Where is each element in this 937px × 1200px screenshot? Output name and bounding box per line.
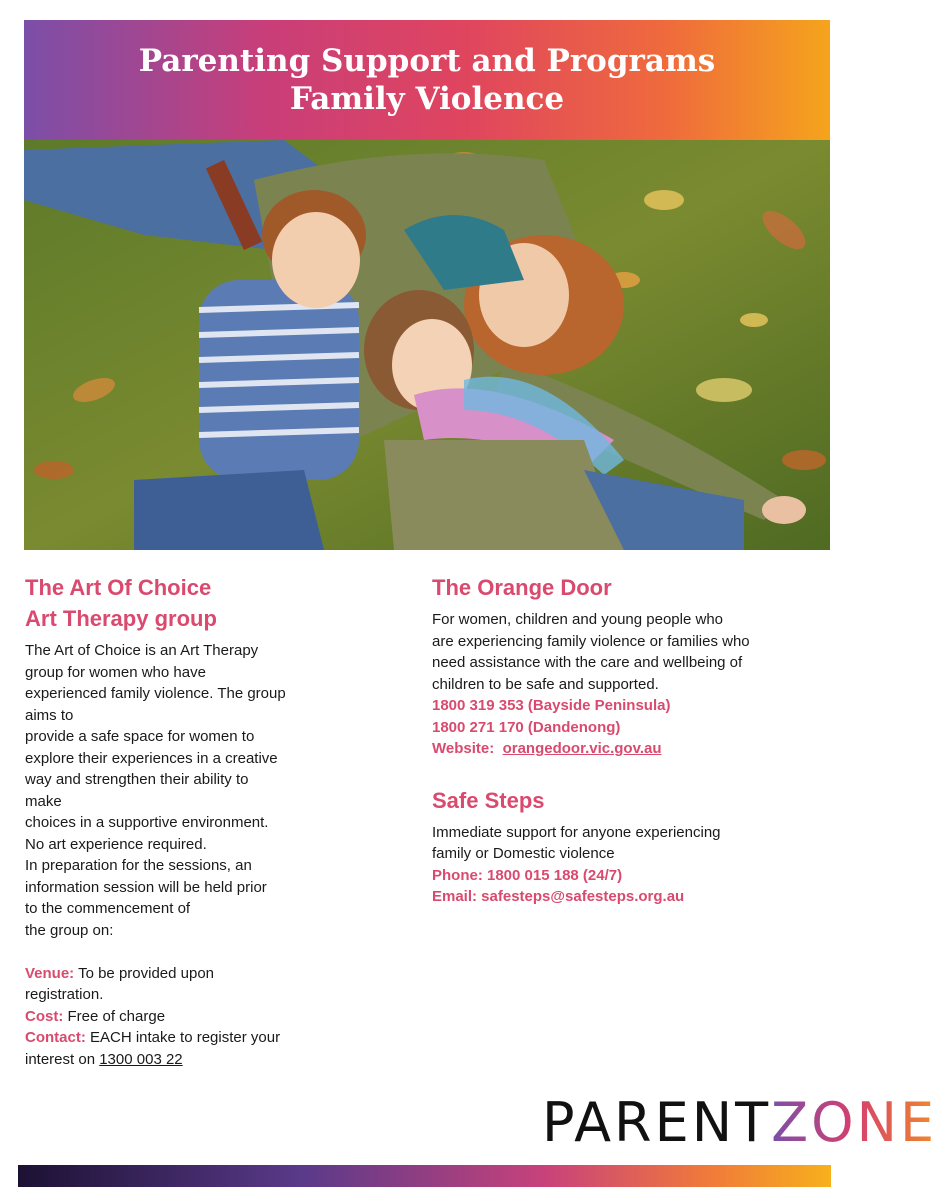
- contact-line: [25, 1027, 345, 1049]
- body-line: provide a safe space for women to: [25, 728, 255, 745]
- body-line: group for women who have: [25, 663, 206, 681]
- orange-door-website: [432, 738, 822, 760]
- body-line: children to be safe and supported.: [432, 675, 659, 693]
- orange-door-section: [432, 572, 822, 908]
- body-line: need assistance with the care and wellbeing of: [432, 654, 743, 671]
- venue-line: [25, 963, 345, 985]
- logo-parent-text: PARENT: [542, 1091, 772, 1154]
- body-line: to the commencement of: [25, 900, 191, 917]
- family-photo: [24, 140, 830, 550]
- page-title-line1: Parenting Support and Programs: [138, 43, 716, 79]
- contact-phone-link[interactable]: 1300 003 22: [99, 1050, 183, 1068]
- footer-gradient-bar: [18, 1165, 831, 1187]
- body-line: Immediate support for anyone experiencing: [432, 823, 721, 841]
- contact-label: Contact:: [25, 1029, 86, 1046]
- cost-value: Free of charge: [63, 1007, 166, 1025]
- body-line: family or Domestic violence: [432, 845, 615, 862]
- contact-value-line2: interest on: [25, 1050, 100, 1068]
- body-line: In preparation for the sessions, an: [25, 857, 252, 874]
- body-line: information session will be held prior: [25, 878, 267, 896]
- body-line: For women, children and young people who: [432, 611, 724, 628]
- body-line: are experiencing family violence or families who: [432, 632, 750, 650]
- art-of-choice-heading-line2: Art Therapy group: [25, 606, 217, 631]
- title-banner: [24, 20, 830, 140]
- parentzone-logo: [542, 1093, 937, 1153]
- body-line: The Art of Choice is an Art Therapy: [25, 642, 259, 659]
- venue-value: To be provided upon: [74, 964, 215, 982]
- orange-door-heading: The Orange Door: [432, 575, 612, 600]
- art-of-choice-section: [25, 572, 345, 1070]
- body-line: aims to: [25, 706, 74, 724]
- contact-line2: [25, 1049, 345, 1071]
- body-line: make: [25, 792, 62, 810]
- orange-door-phone-dandenong: 1800 271 170 (Dandenong): [432, 718, 621, 736]
- website-label: Website:: [432, 740, 503, 757]
- venue-label: Venue:: [25, 964, 75, 982]
- body-line: experienced family violence. The group: [25, 685, 286, 702]
- venue-value-line2: registration.: [25, 986, 104, 1003]
- safe-steps-email: Email: safesteps@safesteps.org.au: [432, 888, 685, 905]
- logo-zone-text: ZONE: [771, 1091, 937, 1154]
- body-line: the group on:: [25, 921, 114, 939]
- body-line: No art experience required.: [25, 835, 207, 853]
- body-line: way and strengthen their ability to: [25, 771, 249, 788]
- safe-steps-phone: Phone: 1800 015 188 (24/7): [432, 866, 623, 884]
- contact-value: EACH intake to register your: [85, 1029, 281, 1046]
- website-link[interactable]: orangedoor.vic.gov.au: [502, 740, 662, 757]
- page-title-line2: Family Violence: [289, 81, 565, 117]
- art-of-choice-heading-line1: The Art Of Choice: [25, 575, 212, 600]
- body-line: explore their experiences in a creative: [25, 749, 278, 767]
- cost-label: Cost:: [25, 1007, 64, 1025]
- body-line: choices in a supportive environment.: [25, 814, 269, 831]
- orange-door-phone-bayside: 1800 319 353 (Bayside Peninsula): [432, 697, 671, 714]
- safe-steps-heading: Safe Steps: [432, 787, 545, 813]
- cost-line: [25, 1006, 345, 1028]
